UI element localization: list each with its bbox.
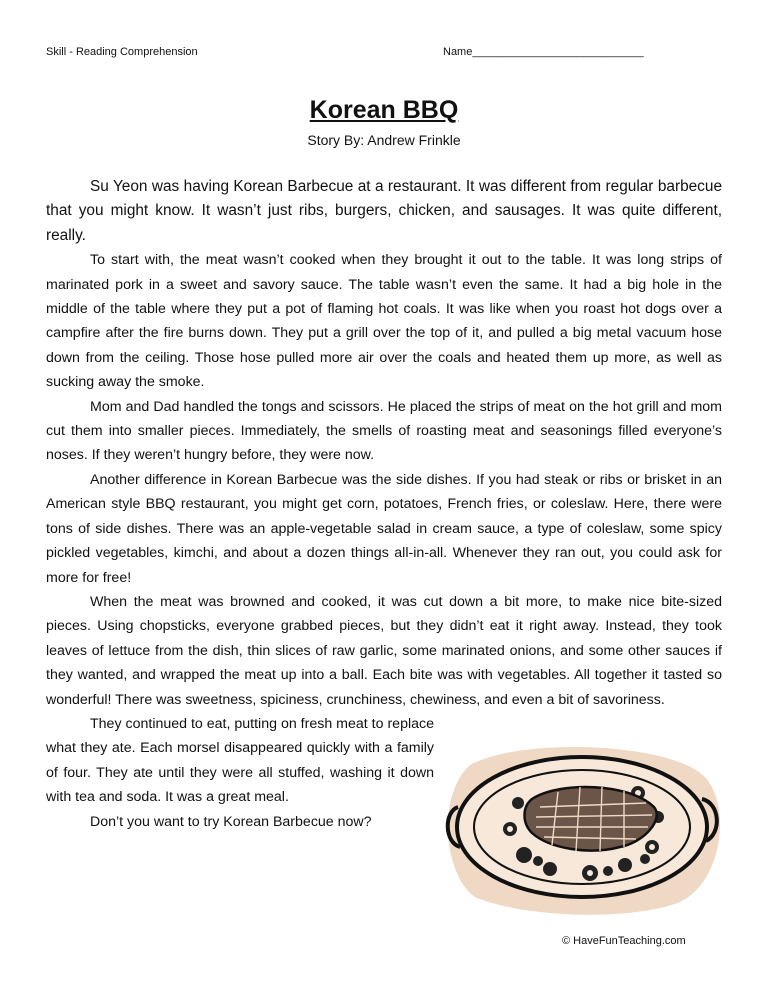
story-title: Korean BBQ xyxy=(309,96,459,124)
bbq-plate-illustration xyxy=(440,737,725,917)
story-body xyxy=(46,175,722,834)
copyright-footer: © HaveFunTeaching.com xyxy=(562,935,686,947)
name-field-label: Name____________________________ xyxy=(443,46,644,58)
paragraph-4: Another difference in Korean Barbecue was the side dishes. If you had steak or ribs or brisket in an American style BBQ restaurant, you might get corn, potatoes, French fries, or coleslaw. Here, there were tons of side dishes. There was an apple-vegetable salad in cream sauce, a type of coleslaw, some spicy pickled vegetables, kimchi, and about a dozen things all-in-all. Whenever they ran out, you could ask for more for free! xyxy=(46,471,722,586)
story-byline: Story By: Andrew Frinkle xyxy=(307,132,461,148)
paragraph-2: To start with, the meat wasn’t cooked when they brought it out to the table. It was long strips of marinated pork in a sweet and savory sauce. The table wasn’t even the same. It had a big hole in the middle of the table where they put a pot of flaming hot coals. It was like when you roast hot dogs over a campfire after the fire burns down. They put a grill over the top of it, and pulled a big metal vacuum hose down from the ceiling. Those hose pulled more air over the coals and heated them up more, as well as sucking away the smoke. xyxy=(46,252,722,391)
paragraph-6: They continued to eat, putting on fresh meat to replace what they ate. Each morsel disappeared quickly with a family of four. They ate until they were all stuffed, washing it down with tea and soda. It was a great meal. xyxy=(46,715,434,806)
skill-label: Skill - Reading Comprehension xyxy=(46,46,198,58)
grilled-meat-shape xyxy=(525,787,657,851)
paragraph-7: Don’t you want to try Korean Barbecue now? xyxy=(90,813,372,830)
paragraph-1: Su Yeon was having Korean Barbecue at a restaurant. It was different from regular barbecue that you might know. It wasn’t just ribs, burgers, chicken, and sausages. It was quite different, really. xyxy=(46,178,722,244)
paragraph-3: Mom and Dad handled the tongs and scissors. He placed the strips of meat on the hot grill and mom cut them into smaller pieces. Immediately, the smells of roasting meat and seasonings filled everyone’s noses. If they weren’t hungry before, they were now. xyxy=(46,398,722,464)
paragraph-5: When the meat was browned and cooked, it was cut down a bit more, to make nice bite-sized pieces. Using chopsticks, everyone grabbed pieces, but they didn’t eat it right away. Instead, they took leaves of lettuce from the dish, thin slices of raw garlic, some marinated onions, and some other sauces if they wanted, and wrapped the meat up into a ball. Each bite was with vegetables. All together it tasted so wonderful! There was sweetness, spiciness, crunchiness, chewiness, and even a bit of savoriness. xyxy=(46,593,722,708)
